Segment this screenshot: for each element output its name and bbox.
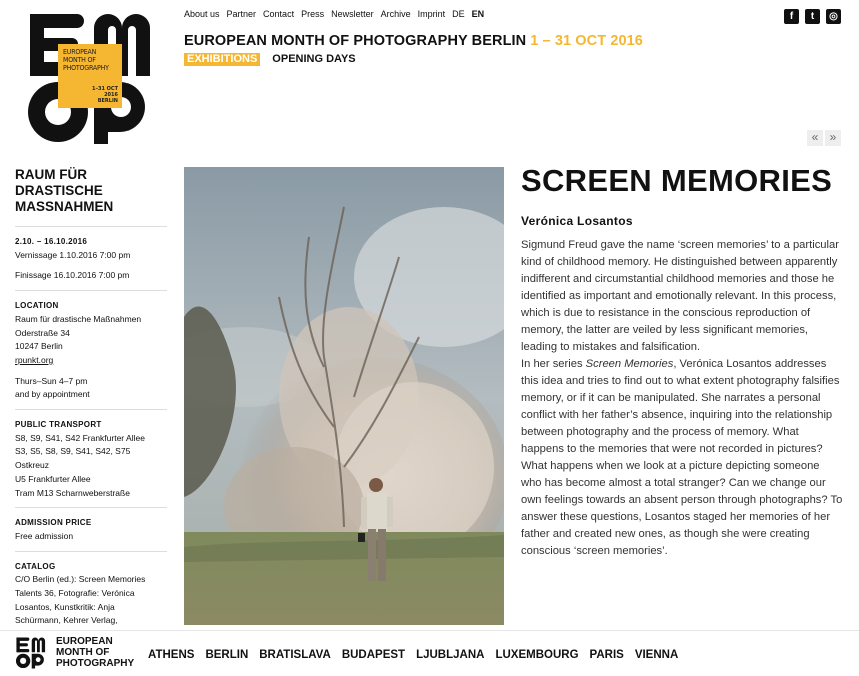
nav-press[interactable]: Press [301, 9, 325, 19]
nav-imprint[interactable]: Imprint [417, 9, 446, 19]
location-street: Oderstraße 34 [15, 327, 70, 338]
logo-box-line: MONTH OF [63, 56, 96, 64]
city-vienna[interactable]: VIENNA [634, 649, 679, 661]
bottom-brand-title[interactable] [56, 636, 134, 669]
article-body [521, 237, 843, 560]
transport-line: S8, S9, S41, S42 Frankfurter Allee [15, 432, 145, 443]
p2-rest: , Verónica Losantos addresses this idea and tries to find out to what extent photography falsifies memory, or if it can be manipulated. She narrates a personal conflict with her father’s absence, inquiring into the relationship between photography and the process of memory. What happens to the memories that were not recorded in pictures? What happens when we look at a picture depicting someone who has become almost a total stranger? Can we change our own feelings towards an absent person through photographs? To answer these questions, Losantos staged her memories of her father and created new ones, as though she were creating conscious ‘screen memories’. [521, 358, 843, 557]
nav-contact[interactable]: Contact [263, 9, 295, 19]
photo-man-under-tree [184, 167, 504, 625]
location-name: Raum für drastische Maßnahmen [15, 313, 142, 324]
article-author: Verónica Losantos [521, 214, 633, 228]
tab-opening-days[interactable]: OPENING DAYS [272, 53, 356, 65]
site-title-dates: 1 – 31 OCT 2016 [530, 33, 643, 49]
city-budapest[interactable]: BUDAPEST [341, 649, 406, 661]
lang-de[interactable]: DE [452, 9, 465, 19]
logo-yellow-box [58, 44, 122, 108]
admission-value: Free admission [15, 530, 74, 541]
city-luxembourg[interactable]: LUXEMBOURG [495, 649, 579, 661]
site-title-text: EUROPEAN MONTH OF PHOTOGRAPHY BERLIN [184, 33, 527, 49]
catalog-line: Talents 36, Fotografie: Verónica [15, 588, 135, 599]
social-links [784, 9, 841, 24]
p2-prefix: In her series [521, 358, 586, 370]
dates-section [15, 227, 167, 291]
city-navigation [148, 649, 678, 661]
admission-section [15, 508, 167, 551]
catalog-line: Schürmann, Kehrer Verlag, [15, 615, 118, 626]
city-ljubljana[interactable]: LJUBLJANA [416, 649, 485, 661]
site-title[interactable] [184, 33, 643, 49]
catalog-heading: CATALOG [15, 561, 56, 571]
exhibition-article [521, 163, 843, 560]
transport-line: U5 Frankfurter Allee [15, 473, 91, 484]
exhibition-photo [184, 167, 504, 625]
nav-partner[interactable]: Partner [226, 9, 257, 19]
bottom-emop-logo[interactable] [15, 637, 47, 669]
catalog-line: C/O Berlin (ed.): Screen Memories [15, 574, 146, 585]
logo-box-date: 2016 [104, 92, 118, 98]
nav-archive[interactable]: Archive [380, 9, 411, 19]
nav-newsletter[interactable]: Newsletter [331, 9, 374, 19]
venue-name: RAUM FÜR DRASTISCHE MASSNAHMEN [15, 167, 167, 227]
exhibition-pager [807, 130, 841, 146]
facebook-icon[interactable]: f [784, 9, 799, 24]
instagram-icon[interactable]: ◎ [826, 9, 841, 24]
exhibition-sidebar [15, 167, 167, 635]
logo-box-line: PHOTOGRAPHY [63, 64, 109, 72]
section-tabs [184, 53, 356, 66]
article-paragraph-1: Sigmund Freud gave the name ‘screen memories’ to a particular kind of childhood memory. He distinguished between apparently indifferent and circumstantial childhood memories and those he identified as important and emotionally relevant. In this process, which is due to resistance in the conscious reproduction of memory, the latter are veiled by less significant memories, leading to mistakes and falsification. [521, 239, 839, 353]
nav-about-us[interactable]: About us [184, 9, 220, 19]
location-heading: LOCATION [15, 301, 59, 311]
transport-section [15, 410, 167, 508]
finissage: Finissage 16.10.2016 7:00 pm [15, 270, 130, 281]
admission-heading: ADMISSION PRICE [15, 518, 92, 528]
location-section [15, 291, 167, 410]
logo-box-date: 1–31 OCT [91, 86, 118, 92]
opening-hours: Thurs–Sun 4–7 pm [15, 375, 88, 386]
city-bratislava[interactable]: BRATISLAVA [259, 649, 331, 661]
twitter-icon[interactable]: t [805, 9, 820, 24]
catalog-section [15, 552, 167, 636]
bottom-title-line: MONTH OF [56, 647, 110, 658]
article-title: SCREEN MEMORIES [521, 163, 833, 198]
city-paris[interactable]: PARIS [589, 649, 624, 661]
vernissage: Vernissage 1.10.2016 7:00 pm [15, 249, 131, 260]
next-arrow-icon[interactable]: » [825, 130, 841, 146]
city-athens[interactable]: ATHENS [148, 649, 195, 661]
emop-logo[interactable] [28, 12, 154, 146]
city-berlin[interactable]: BERLIN [205, 649, 249, 661]
date-range: 2.10. – 16.10.2016 [15, 237, 88, 246]
transport-heading: PUBLIC TRANSPORT [15, 420, 102, 430]
transport-line: Ostkreuz [15, 460, 50, 471]
bottom-bar [0, 630, 859, 676]
p2-series-title: Screen Memories [585, 358, 674, 370]
lang-en[interactable]: EN [471, 9, 485, 19]
tab-exhibitions[interactable]: EXHIBITIONS [184, 53, 260, 66]
top-navigation [184, 9, 484, 19]
location-city: 10247 Berlin [15, 341, 63, 352]
article-paragraph-2 [521, 356, 843, 560]
logo-box-line: EUROPEAN [63, 48, 97, 56]
location-website-link[interactable]: rpunkt.org [15, 354, 54, 365]
opening-appointment: and by appointment [15, 389, 90, 400]
transport-line: Tram M13 Scharnweberstraße [15, 487, 130, 498]
catalog-line: Losantos, Kunstkritik: Anja [15, 601, 115, 612]
bottom-logo-letters [15, 637, 47, 669]
transport-line: S3, S5, S8, S9, S41, S42, S75 [15, 446, 131, 457]
logo-box-date: BERLIN [97, 98, 118, 104]
bottom-title-line: PHOTOGRAPHY [56, 658, 135, 669]
prev-arrow-icon[interactable]: « [807, 130, 823, 146]
bottom-title-line: EUROPEAN [56, 636, 113, 647]
